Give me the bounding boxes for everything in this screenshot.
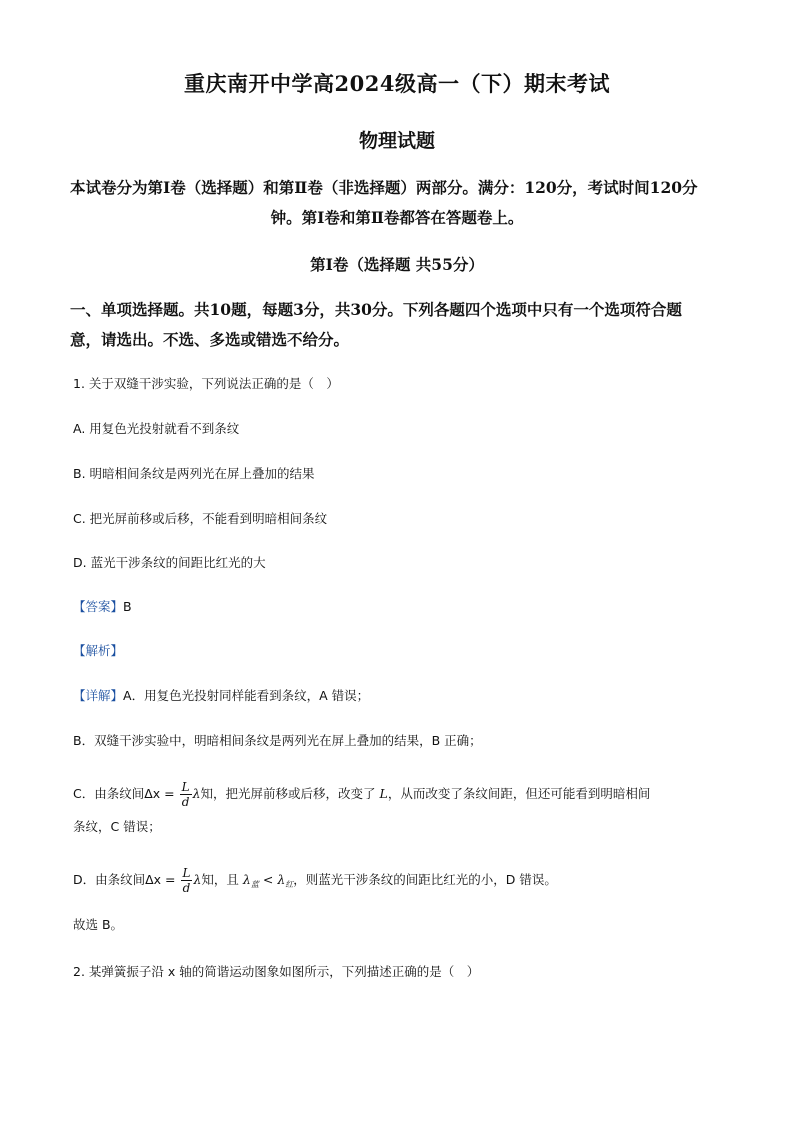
- fraction-numerator-2: L: [182, 866, 191, 880]
- fraction-denominator-2: d: [182, 881, 191, 895]
- intro-line-2: 钟。第Ⅰ卷和第Ⅱ卷都答在答题卷上。: [270, 208, 524, 227]
- detail-a-line: [73, 686, 369, 704]
- detail-a: A．用复色光投射同样能看到条纹，A 错误；: [123, 688, 370, 703]
- detail-d-end: ，则蓝光干涉条纹的间距比红光的小，D 错误。: [293, 872, 557, 887]
- final-answer: 故选 B。: [73, 917, 124, 932]
- length-symbol: L: [379, 786, 388, 801]
- detail-d-middle: 知，且: [201, 872, 239, 887]
- fraction-l-over-d-2: [181, 866, 193, 895]
- lambda-symbol: λ: [192, 786, 201, 801]
- exam-title: 重庆南开中学高2024级高一（下）期末考试: [184, 71, 610, 96]
- intro-line-1: 本试卷分为第Ⅰ卷（选择题）和第Ⅱ卷（非选择题）两部分。满分：120分，考试时间120分: [70, 178, 698, 197]
- analysis-tag: [73, 641, 123, 659]
- lambda-symbol-2: λ: [193, 872, 202, 887]
- fraction-l-over-d: [180, 780, 192, 809]
- lambda-blue: $\lambda_蓝$: [242, 872, 259, 889]
- question-1-option-b: B. 明暗相间条纹是两列光在屏上叠加的结果: [73, 466, 315, 481]
- detail-c-line: [73, 780, 650, 809]
- analysis-label: 【解析】: [73, 643, 124, 658]
- question-1-stem: 1. 关于双缝干涉实验，下列说法正确的是（ ）: [73, 376, 339, 391]
- question-1-option-d: D. 蓝光干涉条纹的间距比红光的大: [73, 555, 266, 570]
- fraction-numerator: L: [181, 780, 190, 794]
- detail-b-line: B．双缝干涉实验中，明暗相间条纹是两列光在屏上叠加的结果，B 正确；: [73, 733, 482, 748]
- detail-c-middle: 知，把光屏前移或后移，改变了: [200, 786, 376, 801]
- detail-c-continuation: 条纹，C 错误；: [73, 819, 161, 834]
- detail-tag: 【详解】: [73, 688, 124, 703]
- section-instructions-line-1: 一、单项选择题。共10题，每题3分，共30分。下列各题四个选项中只有一个选项符合题: [70, 300, 682, 319]
- question-1-option-a: A. 用复色光投射就看不到条纹: [73, 421, 240, 436]
- question-2-stem: 2. 某弹簧振子沿 x 轴的简谐运动图象如图所示，下列描述正确的是（ ）: [73, 964, 480, 979]
- less-than-sign: <: [262, 872, 274, 887]
- detail-d-line: [73, 866, 557, 895]
- question-1-option-c: C. 把光屏前移或后移，不能看到明暗相间条纹: [73, 511, 328, 526]
- answer-tag: 【答案】: [73, 599, 124, 614]
- section-instructions-line-2: 意，请选出。不选、多选或错选不给分。: [70, 330, 350, 349]
- detail-d-prefix: D．由条纹间Δx =: [73, 872, 176, 887]
- detail-c-end: ，从而改变了条纹间距，但还可能看到明暗相间: [387, 786, 651, 801]
- answer-value: B: [123, 599, 132, 614]
- part-one-heading: 第Ⅰ卷（选择题 共55分）: [310, 255, 484, 274]
- subject-title: 物理试题: [358, 130, 435, 152]
- lambda-red: $\lambda_红$: [277, 872, 294, 889]
- detail-c-prefix: C．由条纹间Δx =: [73, 786, 175, 801]
- fraction-denominator: d: [181, 795, 190, 809]
- answer-line: [73, 597, 132, 615]
